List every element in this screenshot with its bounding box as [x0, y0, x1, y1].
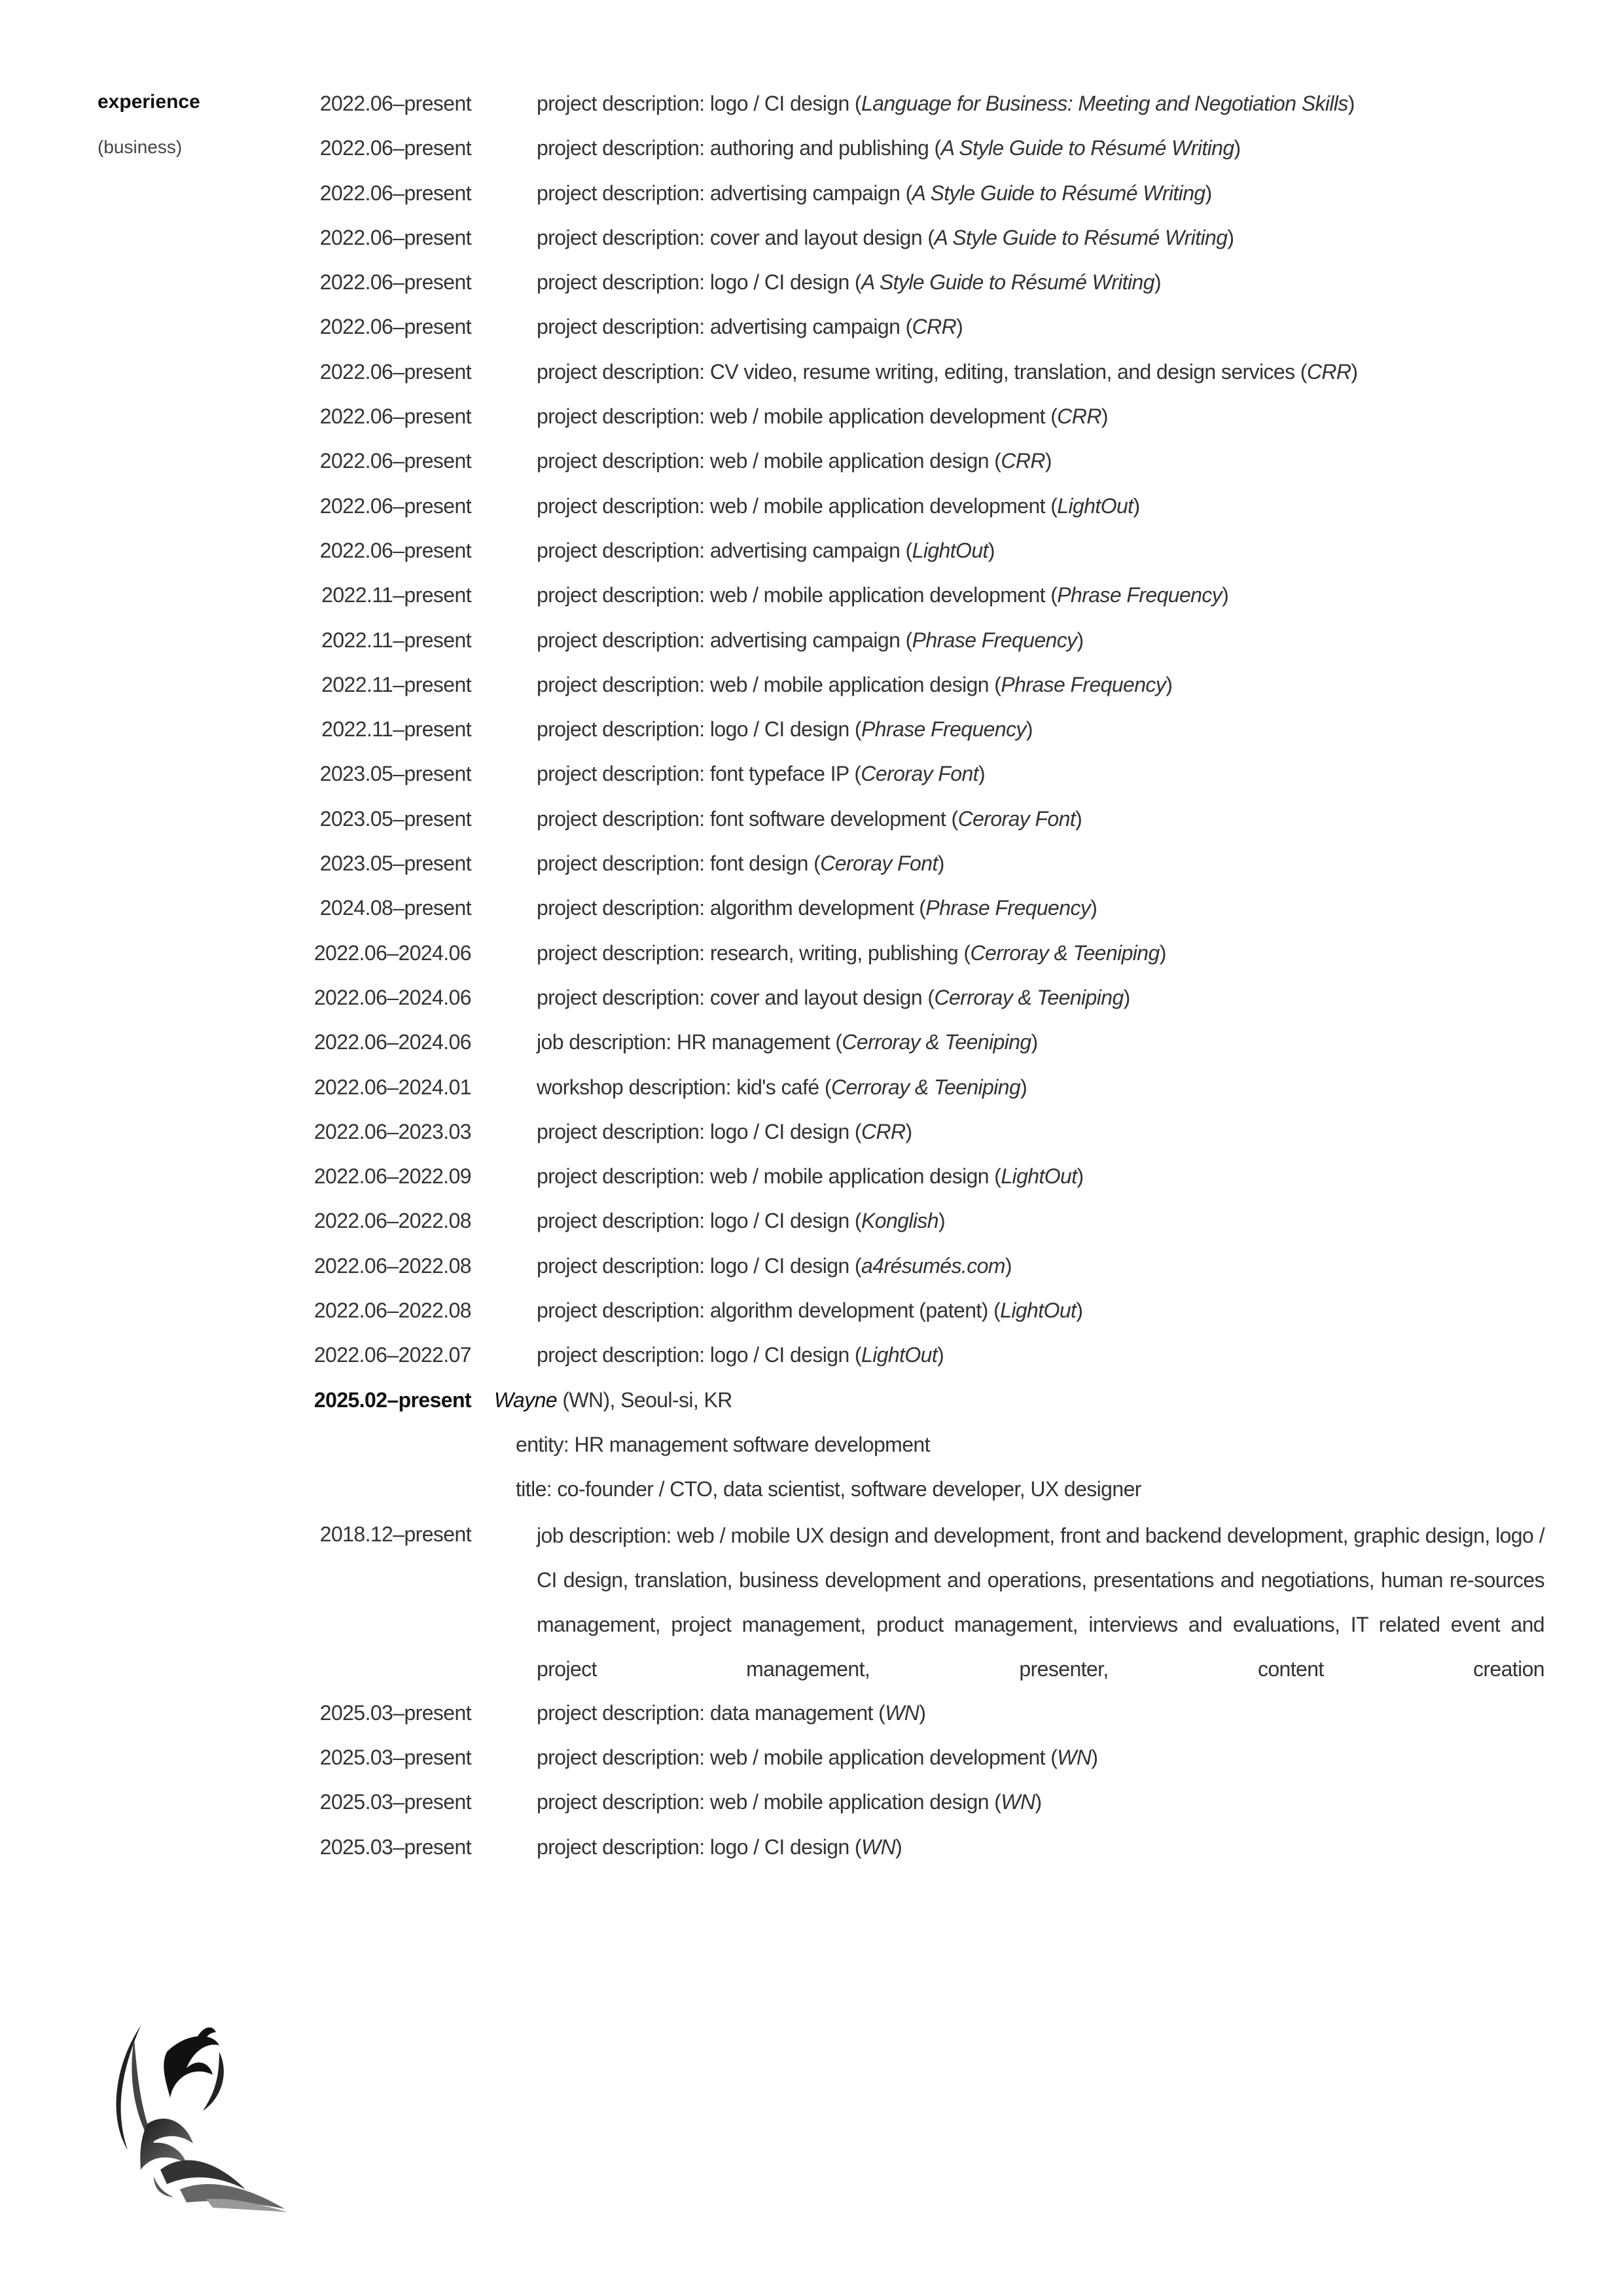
row-description: project description: logo / CI design (Phrase Frequency) [537, 717, 1033, 742]
row-organization: LightOut [1000, 1299, 1077, 1323]
experience-row [0, 533, 1623, 578]
row-date: 2025.03–present [319, 1745, 471, 1769]
experience-row [0, 86, 1623, 131]
row-organization: CRR [861, 1119, 906, 1143]
row-organization: Cerroray & Teeniping [934, 985, 1124, 1009]
row-organization: CRR [1057, 404, 1101, 429]
row-label: project description: [537, 181, 710, 205]
row-date: 2022.06–2023.03 [313, 1119, 471, 1143]
row-description: project description: cover and layout design (A Style Guide to Résumé Writing) [537, 225, 1234, 249]
row-description: project description: logo / CI design (WN) [537, 1835, 902, 1859]
swallow-ornament-icon [88, 2013, 304, 2222]
row-organization: WN [1001, 1790, 1035, 1814]
row-desc-text: data management [709, 1700, 873, 1725]
row-date: 2022.06–2022.08 [313, 1209, 471, 1233]
row-label: project description: [537, 136, 710, 160]
row-label: project description: [537, 985, 710, 1009]
row-desc-text: advertising campaign [709, 538, 901, 562]
row-desc-text: kid's café [736, 1075, 819, 1099]
experience-row [0, 1204, 1623, 1248]
row-description: workshop description: kid's café (Cerroray & Teeniping) [537, 1075, 1027, 1099]
row-desc-text: logo / CI design [709, 1343, 849, 1367]
row-desc-text: logo / CI design [709, 1209, 849, 1233]
row-desc-text: logo / CI design [709, 92, 849, 115]
row-description: job description: web / mobile UX design and development, front and backend development, graphic design, logo / CI design, translation, business development and operations, presentations and negotiations, human re-sources management, project management, product management, interviews and evaluations, IT related event and project management, presenter, content creation [537, 1523, 1544, 1681]
row-desc-text: font design [709, 852, 808, 876]
row-description: project description: authoring and publishing (A Style Guide to Résumé Writing) [537, 136, 1241, 160]
row-date: 2022.06–2022.09 [313, 1164, 471, 1189]
row-desc-text: web / mobile application development [709, 1745, 1045, 1769]
experience-row [0, 131, 1623, 175]
row-date: 2022.06–present [319, 359, 471, 384]
row-label: project description: [537, 672, 710, 696]
row-description: project description: web / mobile application development (Phrase Frequency) [537, 583, 1229, 607]
row-desc-text: web / mobile application development [709, 583, 1045, 607]
row-desc-text: logo / CI design [709, 1253, 849, 1278]
experience-row [0, 668, 1623, 712]
row-organization: LightOut [1001, 1164, 1077, 1189]
experience-row [0, 399, 1623, 444]
row-label: project description: [537, 404, 710, 429]
row-description: job description: HR management (Cerroray & Teeniping) [537, 1030, 1038, 1054]
row-label: project description: [537, 1119, 710, 1143]
experience-list [0, 86, 1623, 1874]
row-organization: A Style Guide to Résumé Writing [912, 181, 1205, 205]
row-date: 2024.08–present [319, 896, 471, 920]
row-date: 2025.02–present [313, 1388, 471, 1412]
row-date: 2022.06–2024.01 [313, 1075, 471, 1099]
section-subtitle: (business) [98, 137, 183, 157]
experience-row [0, 1785, 1623, 1829]
row-description: project description: logo / CI design (Konglish) [537, 1209, 946, 1233]
row-organization: Language for Business: Meeting and Negotiation Skills [861, 92, 1348, 115]
row-organization: Phrase Frequency [912, 628, 1077, 652]
row-desc-text: advertising campaign [709, 315, 901, 339]
row-date: 2022.06–present [319, 270, 471, 295]
row-date: 2022.06–present [319, 404, 471, 429]
row-label: project description: [537, 315, 710, 339]
row-organization: CRR [912, 315, 957, 339]
row-description: project description: web / mobile application design (CRR) [537, 449, 1052, 473]
row-date: 2022.06–present [319, 315, 471, 339]
row-description: project description: algorithm development (patent) (LightOut) [537, 1299, 1083, 1323]
row-date: 2022.06–2022.07 [313, 1343, 471, 1367]
row-date: 2022.06–present [319, 538, 471, 562]
row-date: 2022.11–present [321, 628, 471, 652]
row-description: project description: web / mobile application design (WN) [537, 1790, 1042, 1814]
row-desc-text: web / mobile application design [709, 449, 989, 473]
row-description: project description: algorithm development (Phrase Frequency) [537, 896, 1097, 920]
experience-row [0, 1427, 1623, 1472]
experience-row [0, 355, 1623, 399]
row-label: project description: [537, 941, 710, 965]
row-desc-text: algorithm development (patent) [709, 1299, 988, 1323]
experience-row [0, 1070, 1623, 1115]
row-description: project description: cover and layout design (Cerroray & Teeniping) [537, 985, 1130, 1009]
row-organization: Phrase Frequency [1001, 672, 1166, 696]
row-date: 2022.06–2022.08 [313, 1299, 471, 1323]
row-date: 2022.11–present [321, 717, 471, 742]
row-label: project description: [537, 225, 710, 249]
experience-row [0, 1517, 1623, 1696]
row-organization: Phrase Frequency [925, 896, 1091, 920]
row-description: project description: web / mobile application development (LightOut) [537, 493, 1140, 518]
row-description: project description: advertising campaign (CRR) [537, 315, 963, 339]
experience-row [0, 1025, 1623, 1069]
row-desc-text: cover and layout design [709, 985, 923, 1009]
row-desc-text: logo / CI design [709, 717, 849, 742]
row-organization: LightOut [1057, 493, 1133, 518]
row-label: project description: [537, 1700, 710, 1725]
row-organization: LightOut [912, 538, 988, 562]
row-label: project description: [537, 493, 710, 518]
experience-row [0, 802, 1623, 846]
row-organization: WN [861, 1835, 896, 1859]
row-description: project description: advertising campaign (Phrase Frequency) [537, 628, 1084, 652]
experience-row [0, 1159, 1623, 1204]
row-date: 2022.06–present [319, 225, 471, 249]
row-description: project description: logo / CI design (Language for Business: Meeting and Negotiation Skills) [537, 92, 1355, 115]
row-date: 2023.05–present [319, 852, 471, 876]
row-description: project description: data management (WN) [537, 1700, 926, 1725]
experience-row [0, 1696, 1623, 1740]
experience-row [0, 489, 1623, 533]
row-desc-text: authoring and publishing [709, 136, 929, 160]
row-date: 2022.06–present [319, 92, 471, 115]
row-organization: Cerroray & Teeniping [842, 1030, 1031, 1054]
row-date: 2022.06–present [319, 181, 471, 205]
row-description: project description: web / mobile application design (Phrase Frequency) [537, 672, 1173, 696]
row-organization: WN [885, 1700, 919, 1725]
row-organization: CRR [1001, 449, 1045, 473]
experience-row [0, 310, 1623, 354]
row-desc-text: advertising campaign [709, 181, 901, 205]
row-organization: Konglish [861, 1209, 938, 1233]
row-organization: Cerroray & Teeniping [970, 941, 1160, 965]
row-label: project description: [537, 1745, 710, 1769]
row-desc-text: advertising campaign [709, 628, 901, 652]
row-label: project description: [537, 1790, 710, 1814]
row-label: project description: [537, 852, 710, 876]
row-label: project description: [537, 1253, 710, 1278]
row-date: 2022.06–2024.06 [313, 941, 471, 965]
row-label: project description: [537, 1164, 710, 1189]
row-date: 2022.06–present [319, 449, 471, 473]
row-date: 2023.05–present [319, 806, 471, 831]
row-label: project description: [537, 270, 710, 295]
row-description: project description: font typeface IP (Ceroray Font) [537, 762, 986, 786]
experience-row [0, 712, 1623, 757]
row-organization: Cerroray & Teeniping [830, 1075, 1021, 1099]
row-date: 2022.11–present [321, 583, 471, 607]
row-label: workshop description: [537, 1075, 737, 1099]
row-label: project description: [537, 359, 710, 384]
row-label: project description: [537, 1343, 710, 1367]
row-label: project description: [537, 1209, 710, 1233]
experience-row [0, 980, 1623, 1025]
row-organization: A Style Guide to Résumé Writing [934, 225, 1228, 249]
row-label: project description: [537, 449, 710, 473]
row-organization: Phrase Frequency [861, 717, 1026, 742]
experience-row [0, 891, 1623, 935]
row-description: project description: web / mobile application development (WN) [537, 1745, 1098, 1769]
experience-row [0, 444, 1623, 488]
experience-row [0, 265, 1623, 310]
row-label: project description: [537, 717, 710, 742]
experience-row [0, 1249, 1623, 1293]
row-label: project description: [537, 806, 710, 831]
experience-row [0, 1740, 1623, 1785]
row-organization: WN [1057, 1745, 1092, 1769]
row-date: 2022.11–present [321, 672, 471, 696]
row-desc-text: web / mobile application design [709, 672, 989, 696]
row-desc-text: HR management [676, 1030, 830, 1054]
row-description: project description: logo / CI design (LightOut) [537, 1343, 944, 1367]
row-label: project description: [537, 583, 710, 607]
row-description: project description: font software development (Ceroray Font) [537, 806, 1082, 831]
section-title: experience [98, 91, 200, 113]
row-desc-text: font typeface IP [709, 762, 849, 786]
row-desc-text: font software development [709, 806, 946, 831]
experience-row [0, 1115, 1623, 1159]
row-description: project description: research, writing, publishing (Cerroray & Teeniping) [537, 941, 1166, 965]
row-label: job description: [537, 1030, 677, 1054]
row-date: 2022.06–present [319, 136, 471, 160]
row-label: project description: [537, 92, 710, 115]
experience-row [0, 623, 1623, 668]
row-organization: A Style Guide to Résumé Writing [940, 136, 1234, 160]
row-description: title: co-founder / CTO, data scientist, software developer, UX designer [516, 1477, 1141, 1501]
experience-row [0, 846, 1623, 891]
row-desc-text: research, writing, publishing [709, 941, 959, 965]
experience-row [0, 936, 1623, 980]
row-date: 2023.05–present [319, 762, 471, 786]
row-organization: CRR [1306, 359, 1351, 384]
row-description: project description: advertising campaign (LightOut) [537, 538, 995, 562]
row-label: project description: [537, 896, 710, 920]
row-label: project description: [537, 538, 710, 562]
experience-row [0, 176, 1623, 221]
row-date: 2022.06–present [319, 493, 471, 518]
row-description: project description: advertising campaign (A Style Guide to Résumé Writing) [537, 181, 1212, 205]
row-desc-text: web / mobile application design [709, 1164, 989, 1189]
company-location: (WN), Seoul-si, KR [557, 1388, 732, 1412]
row-desc-text: logo / CI design [709, 270, 849, 295]
row-desc-text: CV video, resume writing, editing, translation, and design services [709, 359, 1295, 384]
experience-row [0, 221, 1623, 265]
row-date: 2025.03–present [319, 1700, 471, 1725]
row-label: project description: [537, 762, 710, 786]
row-organization: Phrase Frequency [1057, 583, 1222, 607]
row-description: project description: web / mobile application development (CRR) [537, 404, 1108, 429]
experience-row [0, 1338, 1623, 1382]
experience-row [0, 578, 1623, 622]
row-label: project description: [537, 1299, 710, 1323]
row-description: project description: web / mobile application design (LightOut) [537, 1164, 1084, 1189]
row-description: project description: logo / CI design (CRR) [537, 1119, 912, 1143]
row-organization: Ceroray Font [861, 762, 978, 786]
experience-row [0, 1383, 1623, 1427]
row-organization: A Style Guide to Résumé Writing [861, 270, 1154, 295]
row-desc-text: cover and layout design [709, 225, 923, 249]
row-description [494, 1388, 1502, 1412]
row-description: project description: logo / CI design (a4résumés.com) [537, 1253, 1012, 1278]
experience-row [0, 757, 1623, 801]
row-label: project description: [537, 628, 710, 652]
row-description: entity: HR management software development [516, 1432, 930, 1456]
experience-row [0, 1830, 1623, 1874]
experience-row [0, 1293, 1623, 1338]
row-organization: Ceroray Font [957, 806, 1076, 831]
row-date: 2022.06–2024.06 [313, 985, 471, 1009]
row-date: 2025.03–present [319, 1790, 471, 1814]
row-desc-text: logo / CI design [709, 1835, 849, 1859]
row-organization: a4résumés.com [861, 1253, 1005, 1278]
row-desc-text: web / mobile application design [709, 1790, 989, 1814]
row-desc-text: algorithm development [709, 896, 914, 920]
experience-row [0, 1472, 1623, 1516]
row-label: project description: [537, 1835, 710, 1859]
row-date: 2018.12–present [319, 1522, 471, 1546]
row-organization: LightOut [861, 1343, 938, 1367]
row-desc-text: web / mobile application development [709, 493, 1045, 518]
row-date: 2022.06–2024.06 [313, 1030, 471, 1054]
row-description: project description: logo / CI design (A Style Guide to Résumé Writing) [537, 270, 1162, 295]
row-organization: Ceroray Font [820, 852, 938, 876]
row-desc-text: web / mobile application development [709, 404, 1045, 429]
row-desc-text: logo / CI design [709, 1119, 849, 1143]
row-date: 2025.03–present [319, 1835, 471, 1859]
company-name: Wayne [494, 1388, 558, 1412]
row-date: 2022.06–2022.08 [313, 1253, 471, 1278]
row-description: project description: CV video, resume writing, editing, translation, and design services (CRR) [537, 359, 1358, 384]
row-description: project description: font design (Ceroray Font) [537, 852, 944, 876]
